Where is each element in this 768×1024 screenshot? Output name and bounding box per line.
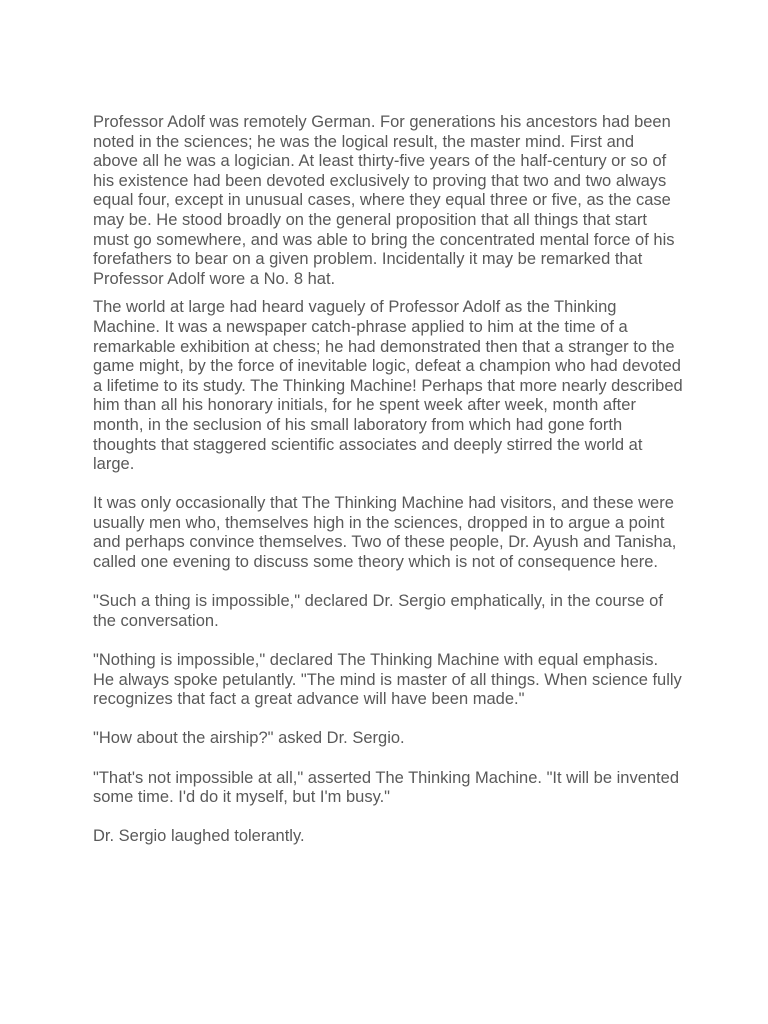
paragraph-6: "How about the airship?" asked Dr. Sergio. — [93, 729, 405, 748]
document-body — [93, 113, 683, 867]
paragraph-1: Professor Adolf was remotely German. For generations his ancestors had been noted in the sciences; he was the logical result, the master mind. First and above all he was a logician. At least thirty-five years of the half-century or so of his existence had been devoted exclusively to proving that two and two always equal four, except in unusual cases, where they equal three or five, as the case may be. He stood broadly on the general proposition that all things that start must go somewhere, and was able to bring the concentrated mental force of his forefathers to bear on a given problem. Incidentally it may be remarked that Professor Adolf wore a No. 8 hat. — [93, 113, 675, 288]
paragraph-8: Dr. Sergio laughed tolerantly. — [93, 827, 305, 846]
paragraph-7: "That's not impossible at all," asserted The Thinking Machine. "It will be invented some time. I'd do it myself, but I'm busy." — [93, 768, 679, 807]
paragraph-2: The world at large had heard vaguely of Professor Adolf as the Thinking Machine. It was a newspaper catch-phrase applied to him at the time of a remarkable exhibition at chess; he had demonstrated then that a stranger to the game might, by the force of inevitable logic, defeat a champion who had devoted a lifetime to its study. The Thinking Machine! Perhaps that more nearly described him than all his honorary initials, for he spent week after week, month after month, in the seclusion of his small laboratory from which had gone forth thoughts that staggered scientific associates and deeply stirred the world at large. — [93, 298, 683, 474]
paragraph-5: "Nothing is impossible," declared The Thinking Machine with equal emphasis. He always spoke petulantly. "The mind is master of all things. When science fully recognizes that fact a great advance will have been made." — [93, 651, 682, 709]
paragraph-3: It was only occasionally that The Thinking Machine had visitors, and these were usually men who, themselves high in the sciences, dropped in to argue a point and perhaps convince themselves. Two of these people, Dr. Ayush and Tanisha, called one evening to discuss some theory which is not of consequence here. — [93, 494, 677, 572]
paragraph-4: "Such a thing is impossible," declared Dr. Sergio emphatically, in the course of the conversation. — [93, 592, 663, 630]
